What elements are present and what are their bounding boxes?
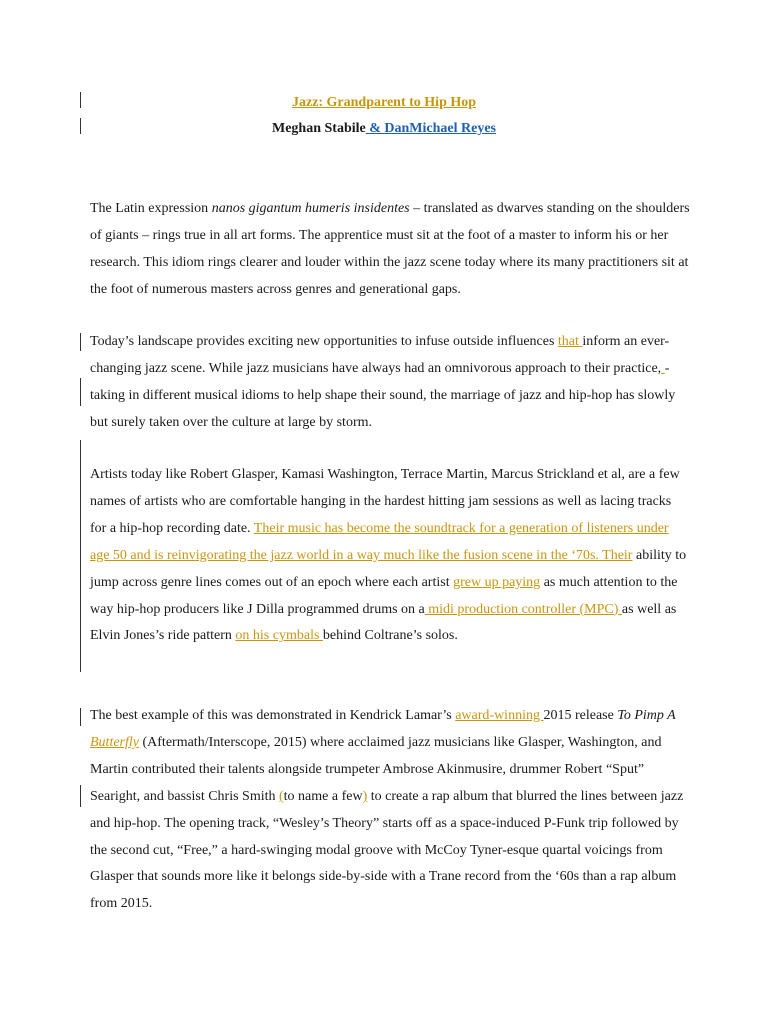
author-line bbox=[0, 120, 768, 138]
tracked-change: award-winning bbox=[455, 708, 544, 723]
text: Artists today like Robert Glasper, Kamasi Washington, Terrace Martin, Marcus Strickland et al, are a few names of artists who are comfortable hanging in the hardest hitting jam sessions as well as lacing tracks for a hip-hop recording date. bbox=[90, 467, 680, 536]
change-bar bbox=[80, 708, 81, 726]
text: Today’s landscape provides exciting new opportunities to infuse outside influences bbox=[90, 334, 558, 349]
text: as well as Elvin Jones’s ride pattern bbox=[90, 601, 677, 644]
text: ability to jump across genre lines comes out of an epoch where each artist bbox=[90, 547, 687, 590]
document-title bbox=[0, 94, 768, 112]
text: to name a few bbox=[283, 788, 363, 804]
tracked-change: Butterfly bbox=[90, 734, 139, 750]
title-text: Jazz: Grandparent to Hip Hop bbox=[291, 95, 477, 110]
text: The best example of this was demonstrated in Kendrick Lamar’s bbox=[90, 708, 456, 723]
change-bar bbox=[80, 333, 81, 351]
tracked-change: ( bbox=[279, 788, 284, 804]
text: – translated as dwarves standing on the shoulders of giants – rings true in all art forms. The apprentice must sit at the foot of a master to inform his or her research. This idiom rings clearer and louder within the jazz scene today where its many practitioners sit at the foot of numerous masters across genres and generational gaps. bbox=[90, 201, 690, 297]
paragraph-4 bbox=[90, 703, 690, 918]
paragraph-3 bbox=[90, 462, 690, 650]
change-bar bbox=[80, 378, 81, 406]
paragraph-1 bbox=[90, 196, 690, 304]
tracked-change: midi production controller (MPC) bbox=[424, 601, 622, 617]
text: inform an ever-changing jazz scene. While jazz musicians have always had an omnivorous approach to their practice, bbox=[90, 334, 670, 376]
text: to create a rap album that blurred the lines between jazz and hip-hop. The opening track, “Wesley’s Theory” starts off as a space-induced P-Funk trip followed by the second cut, “Free,” a hard-swinging modal groove with McCoy Tyner-esque quartal voicings from Glasper that sounds more like it belongs side-by-side with a Trane record from the ‘60s than a rap album from 2015. bbox=[90, 788, 684, 912]
text: as much attention to the way hip-hop producers like J Dilla programmed drums on a bbox=[90, 574, 678, 617]
paragraph-2 bbox=[90, 329, 690, 437]
tracked-change: on his cymbals bbox=[235, 628, 323, 644]
text: behind Coltrane’s solos. bbox=[322, 628, 458, 644]
latin-phrase: nanos gigantum humeris insidentes bbox=[211, 201, 410, 216]
change-bar bbox=[80, 785, 81, 807]
album-title: To Pimp A bbox=[617, 708, 676, 723]
text: The Latin expression bbox=[90, 201, 212, 216]
change-bar bbox=[80, 440, 81, 672]
author-two-link[interactable]: & DanMichael Reyes bbox=[365, 121, 496, 136]
text: -taking in different musical idioms to help shape their sound, the marriage of jazz and hip-hop has slowly but surely taken over the culture at large by storm. bbox=[90, 360, 676, 430]
tracked-change: Their music has become the soundtrack for a generation of listeners under age 50 and is reinvigorating the jazz world in a way much like the fusion scene in the ‘70s. Their bbox=[90, 520, 669, 563]
tracked-change: grew up paying bbox=[453, 574, 541, 590]
text: (Aftermath/Interscope, 2015) where acclaimed jazz musicians like Glasper, Washington, and Martin contributed their talents alongside trumpeter Ambrose Akinmusire, drummer Robert “Sput” Searight, and bassist Chris Smith bbox=[90, 734, 662, 804]
tracked-change: ) bbox=[362, 788, 368, 804]
tracked-change: that bbox=[557, 334, 583, 349]
text: 2015 release bbox=[543, 708, 618, 723]
author-one: Meghan Stabile bbox=[272, 121, 366, 136]
